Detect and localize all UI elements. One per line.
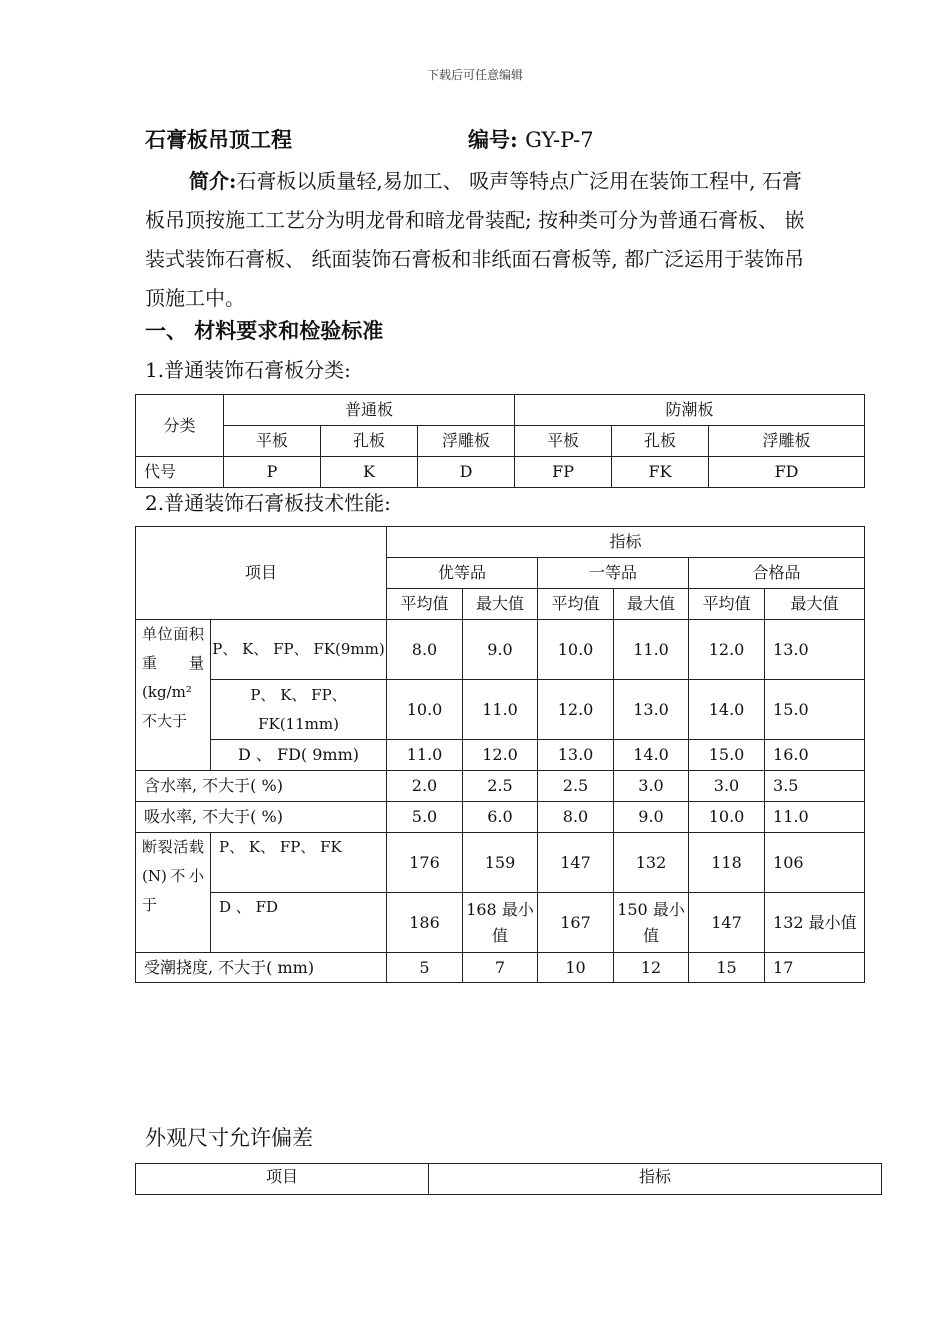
header-normal-board: 普通板 xyxy=(224,395,515,426)
value-cell: 147 xyxy=(538,833,614,893)
value-cell: 14.0 xyxy=(614,740,689,771)
header-avg: 平均值 xyxy=(538,589,614,620)
weight-type: P、 K、 FP、 FK(11mm) xyxy=(211,680,387,740)
header-index: 指标 xyxy=(387,527,865,558)
value-cell: 9.0 xyxy=(463,620,538,680)
header-category: 分类 xyxy=(136,395,224,457)
value-cell: 10.0 xyxy=(538,620,614,680)
value-cell: 2.5 xyxy=(463,771,538,802)
value-cell: 5 xyxy=(387,953,463,983)
code-cell: K xyxy=(321,457,418,488)
code-cell: FK xyxy=(612,457,709,488)
value-cell: 12.0 xyxy=(689,620,765,680)
intro-label: 简介: xyxy=(189,169,237,193)
value-cell: 147 xyxy=(689,893,765,953)
value-cell: 106 xyxy=(765,833,865,893)
header-max: 最大值 xyxy=(765,589,865,620)
value-cell: 2.0 xyxy=(387,771,463,802)
value-cell: 150 最小值 xyxy=(614,893,689,953)
doc-title: 石膏板吊顶工程 xyxy=(145,127,292,152)
type-cell: 平板 xyxy=(515,426,612,457)
grade-premium: 优等品 xyxy=(387,558,538,589)
code-value: GY-P-7 xyxy=(525,128,594,152)
value-cell: 13.0 xyxy=(765,620,865,680)
type-cell: 平板 xyxy=(224,426,321,457)
value-cell: 167 xyxy=(538,893,614,953)
value-cell: 168 最小值 xyxy=(463,893,538,953)
section-heading-1: 一、 材料要求和检验标准 xyxy=(145,318,384,343)
grade-first: 一等品 xyxy=(538,558,689,589)
type-cell: 浮雕板 xyxy=(418,426,515,457)
value-cell: 7 xyxy=(463,953,538,983)
value-cell: 3.0 xyxy=(614,771,689,802)
value-cell: 118 xyxy=(689,833,765,893)
header-max: 最大值 xyxy=(463,589,538,620)
value-cell: 17 xyxy=(765,953,865,983)
deflect-label: 受潮挠度, 不大于( mm) xyxy=(136,953,387,983)
value-cell: 15 xyxy=(689,953,765,983)
value-cell: 15.0 xyxy=(765,680,865,740)
value-cell: 12.0 xyxy=(463,740,538,771)
header-moisture-board: 防潮板 xyxy=(515,395,865,426)
value-cell: 13.0 xyxy=(614,680,689,740)
appearance-table xyxy=(135,1163,882,1195)
value-cell: 10 xyxy=(538,953,614,983)
value-cell: 11.0 xyxy=(463,680,538,740)
value-cell: 5.0 xyxy=(387,802,463,833)
code-cell: D xyxy=(418,457,515,488)
value-cell: 132 xyxy=(614,833,689,893)
weight-type: D 、 FD( 9mm) xyxy=(211,740,387,771)
header-avg: 平均值 xyxy=(387,589,463,620)
value-cell: 12 xyxy=(614,953,689,983)
value-cell: 11.0 xyxy=(765,802,865,833)
value-cell: 14.0 xyxy=(689,680,765,740)
value-cell: 9.0 xyxy=(614,802,689,833)
code-label-cell: 代号 xyxy=(136,457,224,488)
classification-table xyxy=(135,394,865,488)
grade-qualified: 合格品 xyxy=(689,558,865,589)
type-cell: 孔板 xyxy=(321,426,418,457)
value-cell: 10.0 xyxy=(689,802,765,833)
value-cell: 13.0 xyxy=(538,740,614,771)
intro-text: 石膏板以质量轻,易加工、 吸声等特点广泛用在装饰工程中, 石膏板吊顶按施工工艺分为明龙骨和暗龙骨装配; 按种类可分为普通石膏板、 嵌装式装饰石膏板、 纸面装饰石膏板和非纸面石膏板等, 都广泛运用于装饰吊顶施工中。 xyxy=(145,169,805,310)
code-cell: FD xyxy=(709,457,865,488)
code-label: 编号: xyxy=(468,127,518,152)
value-cell: 3.0 xyxy=(689,771,765,802)
value-cell: 2.5 xyxy=(538,771,614,802)
value-cell: 11.0 xyxy=(614,620,689,680)
code-cell: FP xyxy=(515,457,612,488)
header-item: 项目 xyxy=(136,1164,429,1195)
value-cell: 11.0 xyxy=(387,740,463,771)
break-label: 断裂活载(N)不小于 xyxy=(136,833,211,953)
value-cell: 6.0 xyxy=(463,802,538,833)
break-type: P、 K、 FP、 FK xyxy=(211,833,387,893)
type-cell: 孔板 xyxy=(612,426,709,457)
value-cell: 159 xyxy=(463,833,538,893)
value-cell: 186 xyxy=(387,893,463,953)
value-cell: 16.0 xyxy=(765,740,865,771)
section-heading-3: 外观尺寸允许偏差 xyxy=(145,1126,313,1150)
absorb-label: 吸水率, 不大于( %) xyxy=(136,802,387,833)
value-cell: 176 xyxy=(387,833,463,893)
code-cell: P xyxy=(224,457,321,488)
intro-paragraph xyxy=(145,162,815,318)
value-cell: 8.0 xyxy=(387,620,463,680)
weight-label: 单位面积重量(kg/m²不大于 xyxy=(136,620,211,771)
page-header: 下载后可任意编辑 xyxy=(426,68,523,82)
subheading-2: 2.普通装饰石膏板技术性能: xyxy=(145,491,391,515)
header-index: 指标 xyxy=(429,1164,882,1195)
type-cell: 浮雕板 xyxy=(709,426,865,457)
moisture-label: 含水率, 不大于( %) xyxy=(136,771,387,802)
subheading-1: 1.普通装饰石膏板分类: xyxy=(145,358,351,382)
value-cell: 3.5 xyxy=(765,771,865,802)
performance-table xyxy=(135,526,865,983)
value-cell: 12.0 xyxy=(538,680,614,740)
header-item: 项目 xyxy=(136,527,387,620)
value-cell: 15.0 xyxy=(689,740,765,771)
header-max: 最大值 xyxy=(614,589,689,620)
value-cell: 10.0 xyxy=(387,680,463,740)
value-cell: 8.0 xyxy=(538,802,614,833)
value-cell: 132 最小值 xyxy=(765,893,865,953)
break-type: D 、 FD xyxy=(211,893,387,953)
weight-type: P、 K、 FP、 FK(9mm) xyxy=(211,620,387,680)
doc-code xyxy=(468,124,594,154)
header-avg: 平均值 xyxy=(689,589,765,620)
